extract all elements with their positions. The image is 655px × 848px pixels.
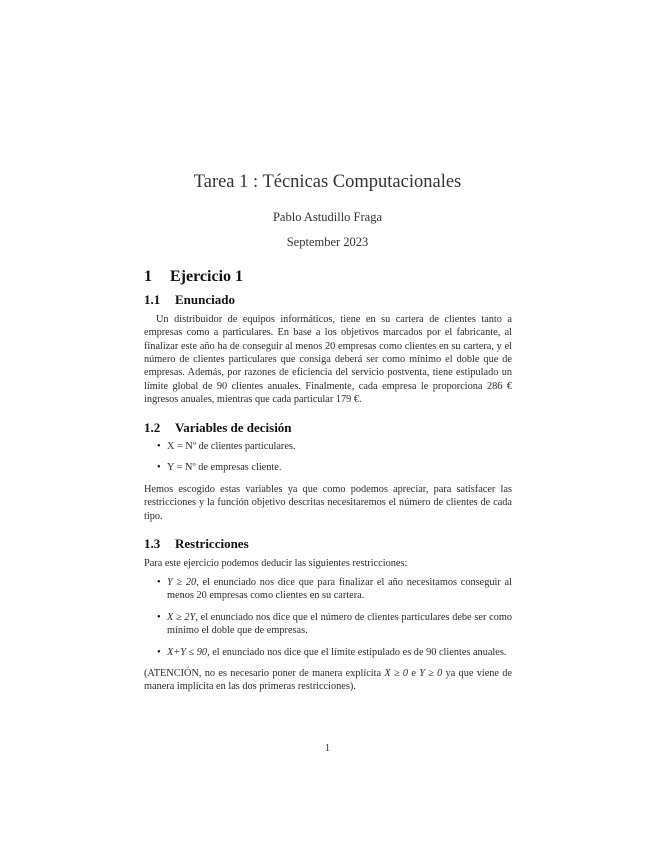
subsection-title: Restricciones <box>175 536 249 552</box>
list-item <box>157 611 512 638</box>
note-suffix: ya que viene de manera implícita en las dos primeras restricciones). <box>144 667 513 693</box>
note-math: Y ≥ 0 <box>419 667 443 679</box>
note-prefix: (ATENCIÓN, no es necesario poner de manera explícita <box>144 667 385 679</box>
restricciones-intro: Para este ejercicio podemos deducir las siguientes restricciones: <box>144 557 408 569</box>
section-heading <box>144 270 512 283</box>
section-number: 1 <box>144 268 152 285</box>
enunciado-paragraph: Un distribuidor de equipos informáticos, tiene en su cartera de clientes tanto a empresas como a particulares. En base a los objetivos marcados por el fabricante, al finalizar este año ha de conseguir al menos 20 empresas como clientes en su cartera, y el número de clientes particulares que consiga deberá ser como mínimo el doble que de empresas. Además, por razones de eficiencia del servicio postventa, tiene estipulado un límite global de 90 clientes anuales. Finalmente, cada empresa le proporciona 286 € ingresos anuales, mientras que cada particular 179 €. <box>144 313 512 406</box>
list-item <box>157 576 512 603</box>
document-body <box>144 270 512 694</box>
restricciones-note <box>144 667 512 694</box>
constraint-text: , el enunciado nos dice que para finalizar el año necesitamos conseguir al menos 20 empresas como clientes en su cartera. <box>167 576 512 602</box>
subsection-title: Variables de decisión <box>175 419 292 435</box>
constraint-text: , el enunciado nos dice que el número de clientes particulares debe ser como mínimo el doble que de empresas. <box>167 611 512 637</box>
constraint-math: Y ≥ 20 <box>167 576 197 588</box>
subsection-heading-restricciones <box>144 537 512 550</box>
subsection-title: Enunciado <box>175 292 235 308</box>
section-title: Ejercicio 1 <box>170 268 244 285</box>
list-item: • X = Nº de clientes particulares. <box>157 440 512 453</box>
subsection-heading-variables <box>144 421 512 434</box>
constraint-math: X ≥ 2Y <box>167 611 196 623</box>
variables-list <box>144 440 512 475</box>
variables-paragraph: Hemos escogido estas variables ya que como podemos apreciar, para satisfacer las restricciones y la función objetivo descritas necesitaremos el número de clientes de cada tipo. <box>144 483 512 522</box>
subsection-number: 1.1 <box>144 292 161 308</box>
constraint-text: , el enunciado nos dice que el límite estipulado es de 90 clientes anuales. <box>207 646 507 658</box>
note-math: X ≥ 0 <box>384 667 409 679</box>
subsection-heading-enunciado <box>144 293 512 306</box>
constraint-math: X+Y ≤ 90 <box>167 646 208 658</box>
subsection-number: 1.2 <box>144 419 161 435</box>
list-item <box>157 646 512 659</box>
document-date: September 2023 <box>286 235 369 249</box>
document-author: Pablo Astudillo Fraga <box>272 210 383 224</box>
list-item: • Y = Nº de empresas cliente. <box>157 461 512 474</box>
note-mid: e <box>408 667 420 679</box>
subsection-number: 1.3 <box>144 536 161 552</box>
restricciones-list <box>144 576 512 659</box>
document-title: Tarea 1 : Técnicas Computacionales <box>193 172 462 192</box>
page-number: 1 <box>324 743 331 754</box>
